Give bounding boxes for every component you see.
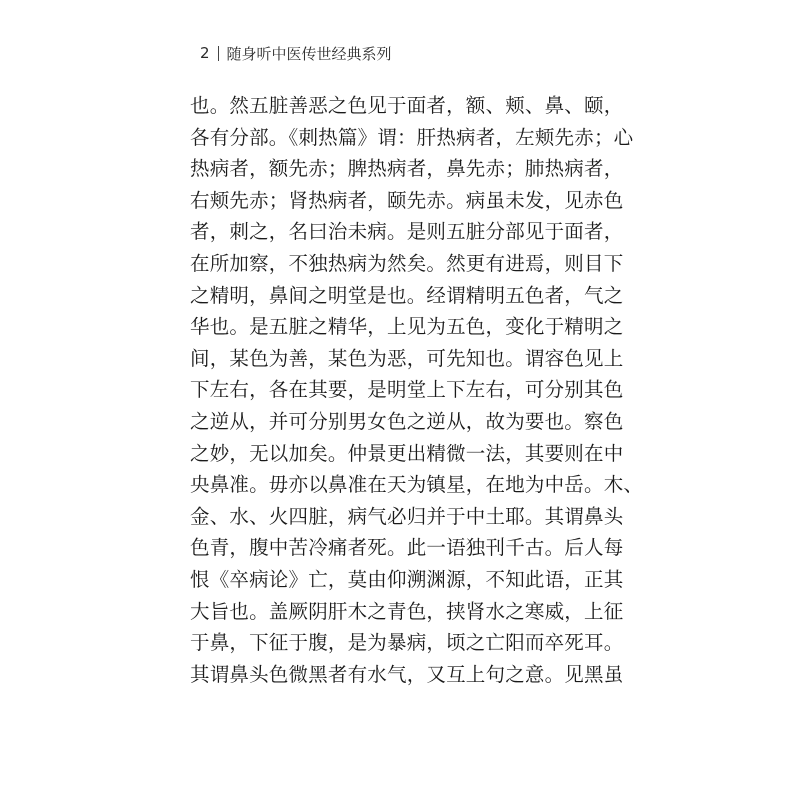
text-line: 热病者，额先赤；脾热病者，鼻先赤；肺热病者， <box>190 157 624 181</box>
text-line: 也。然五脏善恶之色见于面者，额、颊、鼻、颐， <box>190 94 624 117</box>
text-line: 右颊先赤；肾热病者，颐先赤。病虽未发，见赤色 <box>190 188 624 212</box>
text-line: 之妙，无以加矣。仲景更出精微一法，其要则在中 <box>190 441 624 465</box>
text-line: 者，刺之，名曰治未病。是则五脏分部见于面者， <box>190 220 624 244</box>
running-header <box>200 42 392 64</box>
page-number: 2 <box>200 44 210 62</box>
text-line: 其谓鼻头色微黑者有水气，又互上句之意。见黑虽 <box>190 662 624 686</box>
text-line: 大旨也。盖厥阴肝木之青色，挟肾水之寒威，上征 <box>190 599 624 623</box>
text-line: 之精明，鼻间之明堂是也。经谓精明五色者，气之 <box>190 283 624 307</box>
body-text <box>190 90 644 690</box>
header-divider <box>218 46 219 61</box>
text-line: 间，某色为善，某色为恶，可先知也。谓容色见上 <box>190 346 624 370</box>
text-line: 下左右，各在其要，是明堂上下左右，可分别其色 <box>190 378 624 402</box>
text-line: 在所加察，不独热病为然矣。然更有进焉，则目下 <box>190 251 624 275</box>
text-line: 色青，腹中苦冷痛者死。此一语独刊千古。后人每 <box>190 536 624 560</box>
text-line: 央鼻准。毋亦以鼻准在天为镇星，在地为中岳。木、 <box>190 473 644 497</box>
text-line: 之逆从，并可分别男女色之逆从，故为要也。察色 <box>190 409 624 433</box>
series-title: 随身听中医传世经典系列 <box>226 44 392 63</box>
text-line: 恨《卒病论》亡，莫由仰溯渊源，不知此语，正其 <box>190 567 624 591</box>
text-line: 华也。是五脏之精华，上见为五色，变化于精明之 <box>190 315 624 339</box>
text-line: 金、水、火四脏，病气必归并于中土耶。其谓鼻头 <box>190 504 624 528</box>
text-line: 各有分部。《刺热篇》谓：肝热病者，左颊先赤；心 <box>190 125 634 149</box>
text-line: 于鼻，下征于腹，是为暴病，顷之亡阳而卒死耳。 <box>190 631 624 655</box>
